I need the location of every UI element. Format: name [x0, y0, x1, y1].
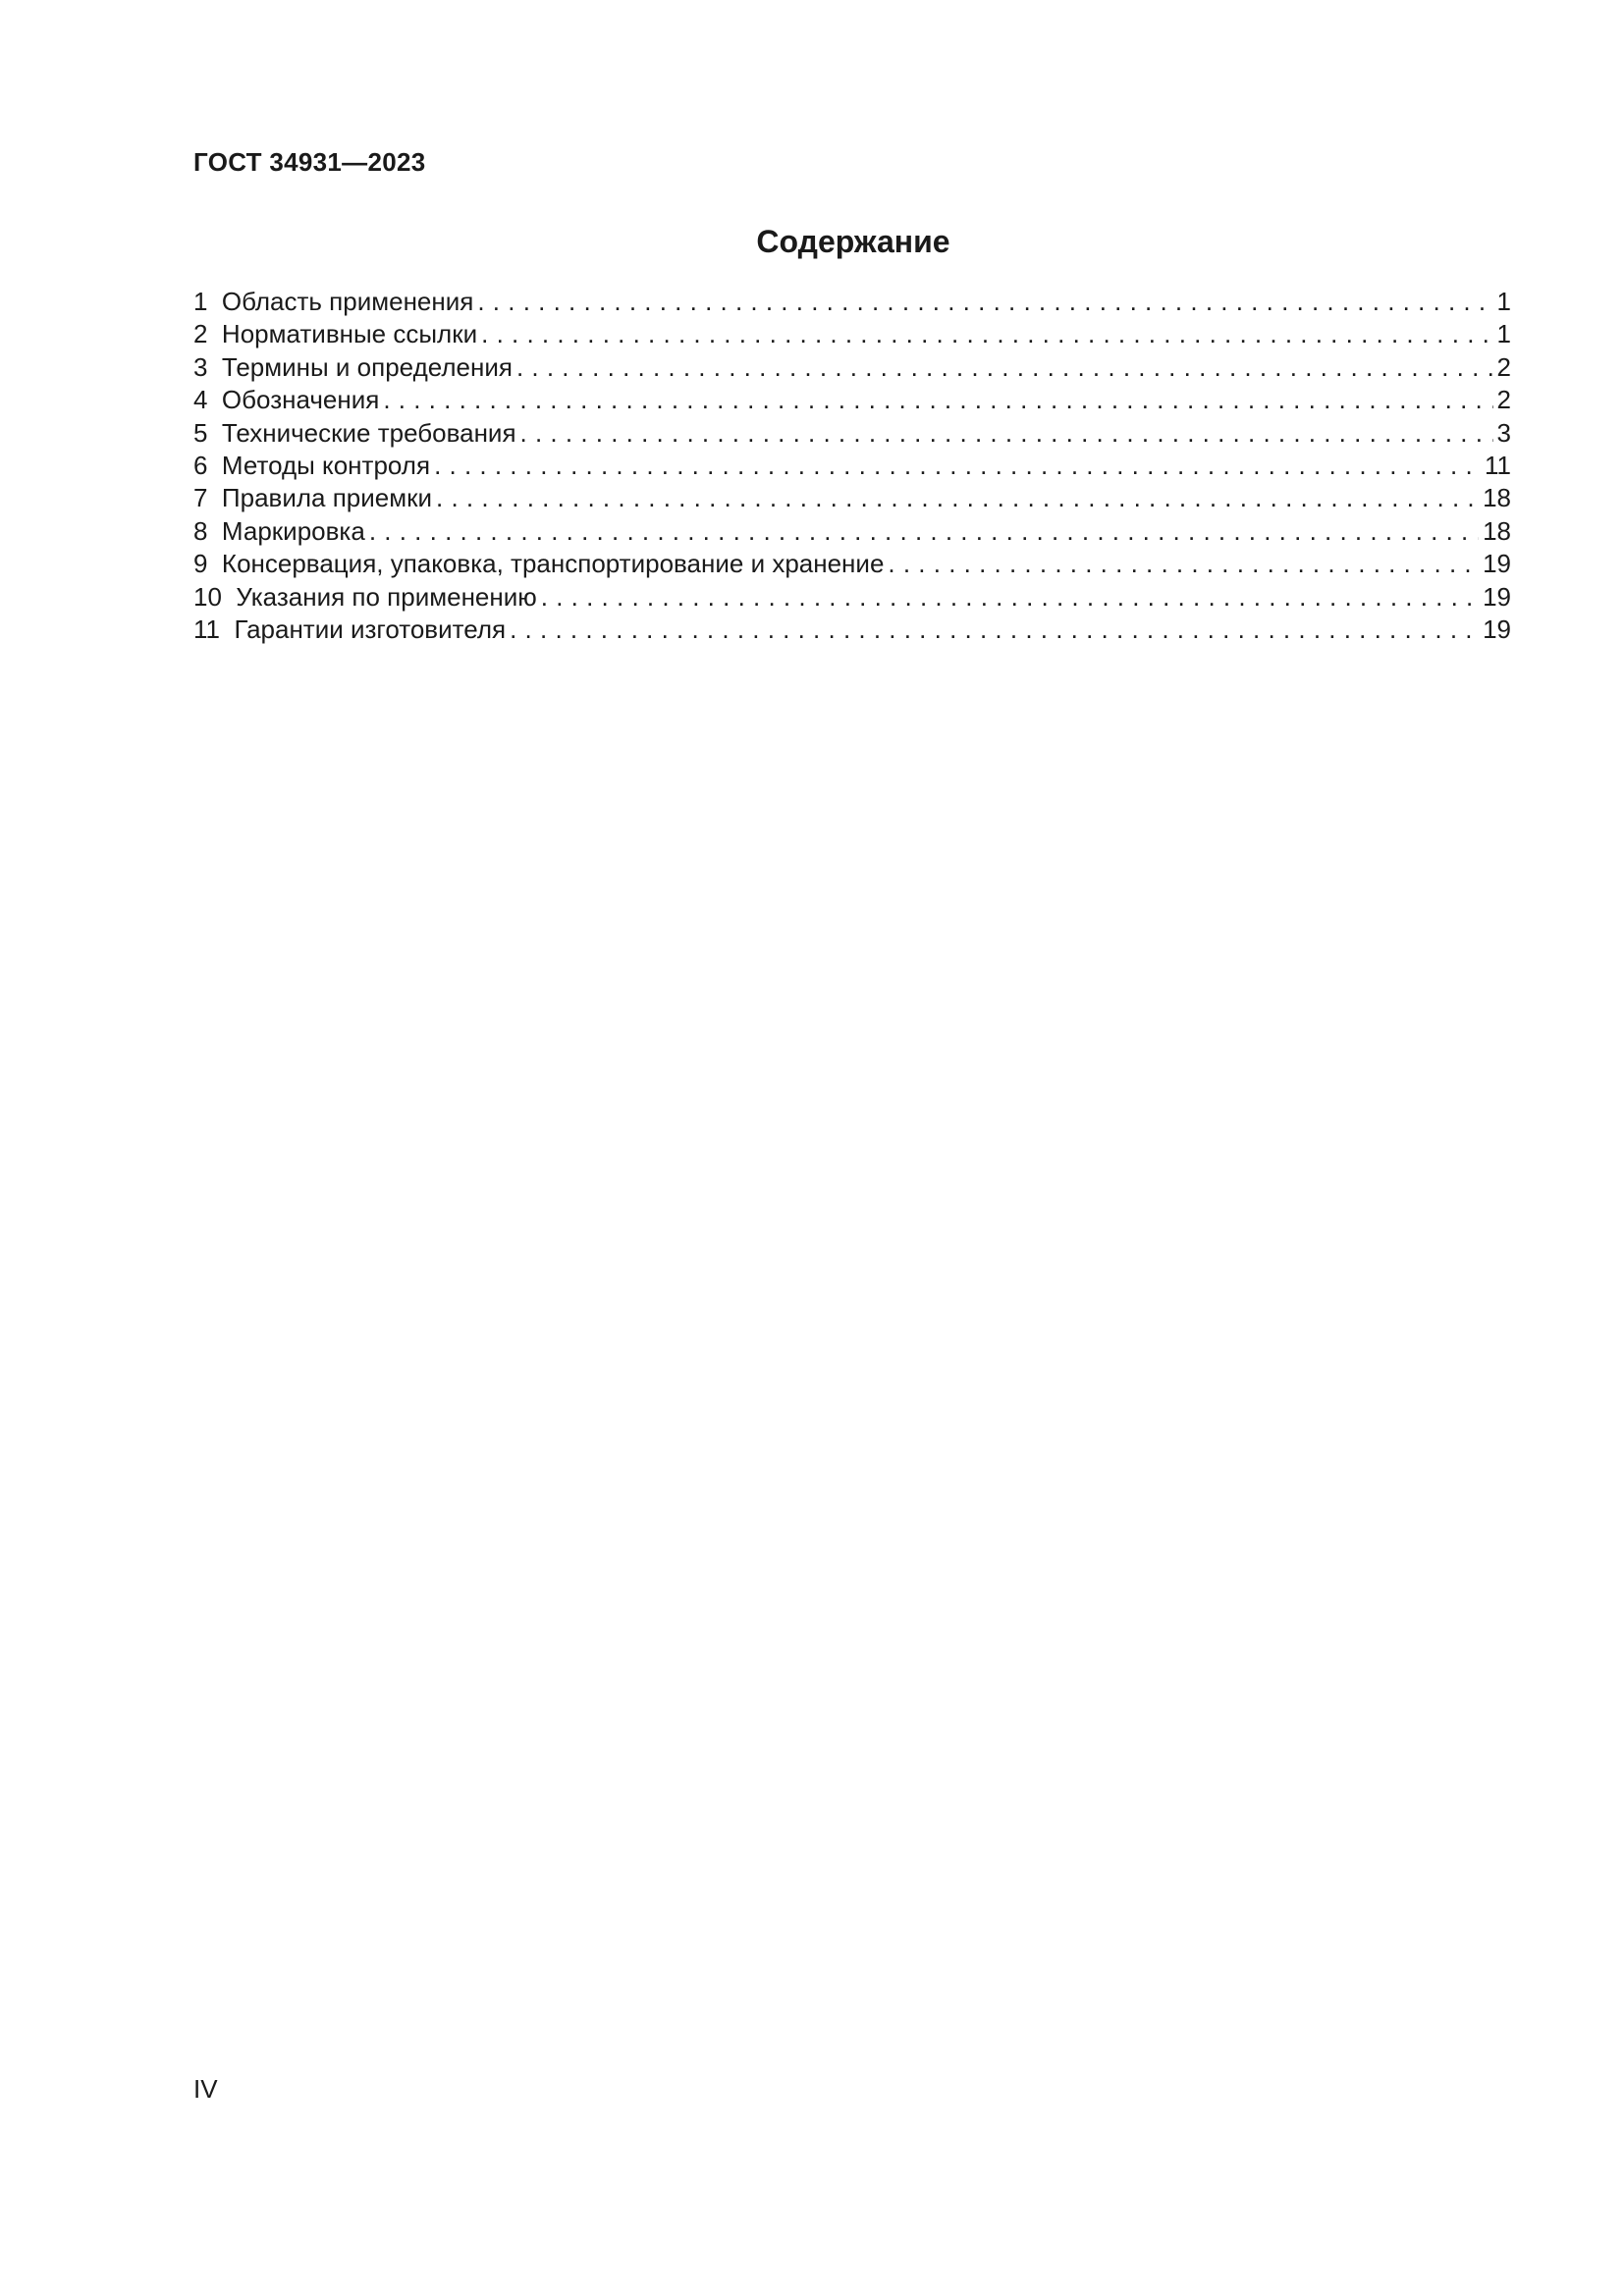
toc-entry[interactable] — [193, 384, 1511, 416]
toc-entry[interactable] — [193, 581, 1511, 614]
toc-entry-title: Обозначения — [221, 385, 380, 415]
dot-leader — [510, 614, 1479, 646]
toc-entry-page: 2 — [1496, 351, 1511, 382]
toc-entry-title: Правила приемки — [221, 483, 433, 513]
dot-leader — [369, 515, 1479, 548]
toc-entry-number: 4 — [193, 385, 208, 415]
document-code: ГОСТ 34931—2023 — [193, 147, 426, 177]
toc-entry-page: 11 — [1485, 450, 1511, 480]
toc-entry[interactable] — [193, 286, 1511, 318]
table-of-contents — [193, 286, 1511, 646]
toc-entry[interactable] — [193, 417, 1511, 450]
toc-entry-page: 19 — [1483, 614, 1511, 644]
toc-entry-page: 18 — [1483, 515, 1511, 546]
toc-entry[interactable] — [193, 614, 1511, 646]
toc-entry-title: Нормативные ссылки — [221, 319, 478, 349]
toc-entry-number: 2 — [193, 319, 208, 349]
toc-entry-title: Маркировка — [221, 515, 365, 546]
toc-entry-page: 3 — [1496, 417, 1511, 448]
dot-leader — [436, 482, 1479, 514]
toc-entry[interactable] — [193, 351, 1511, 384]
toc-entry-number: 8 — [193, 515, 208, 546]
toc-entry-title: Технические требования — [221, 417, 516, 448]
dot-leader — [383, 384, 1492, 416]
dot-leader — [481, 318, 1492, 350]
toc-entry-page: 19 — [1483, 581, 1511, 612]
toc-entry-title: Область применения — [221, 287, 474, 316]
toc-entry[interactable] — [193, 515, 1511, 548]
toc-entry-number: 7 — [193, 483, 208, 513]
toc-entry-number: 5 — [193, 417, 208, 448]
toc-entry-page: 1 — [1496, 287, 1511, 316]
toc-entry-title: Гарантии изготовителя — [234, 614, 507, 644]
toc-entry[interactable] — [193, 318, 1511, 350]
toc-entry-number: 9 — [193, 549, 208, 579]
toc-entry-page: 18 — [1483, 483, 1511, 513]
toc-entry-number: 11 — [193, 614, 220, 644]
toc-entry-title: Методы контроля — [221, 450, 431, 480]
toc-entry[interactable] — [193, 482, 1511, 514]
toc-entry-page: 19 — [1483, 549, 1511, 579]
dot-leader — [888, 548, 1479, 580]
page-number: IV — [193, 2074, 218, 2104]
toc-entry[interactable] — [193, 548, 1511, 580]
toc-entry-number: 10 — [193, 581, 222, 612]
toc-entry-number: 3 — [193, 351, 208, 382]
toc-entry[interactable] — [193, 450, 1511, 482]
dot-leader — [477, 286, 1492, 318]
toc-entry-page: 1 — [1496, 319, 1511, 349]
dot-leader — [434, 450, 1481, 482]
toc-title: Содержание — [756, 224, 950, 259]
toc-entry-title: Консервация, упаковка, транспортирование и хранение — [221, 549, 885, 579]
toc-entry-title: Указания по применению — [236, 581, 537, 612]
dot-leader — [516, 351, 1493, 384]
toc-entry-page: 2 — [1496, 385, 1511, 415]
dot-leader — [520, 417, 1493, 450]
toc-entry-number: 6 — [193, 450, 208, 480]
toc-entry-title: Термины и определения — [221, 351, 513, 382]
dot-leader — [541, 581, 1479, 614]
toc-entry-number: 1 — [193, 287, 208, 316]
